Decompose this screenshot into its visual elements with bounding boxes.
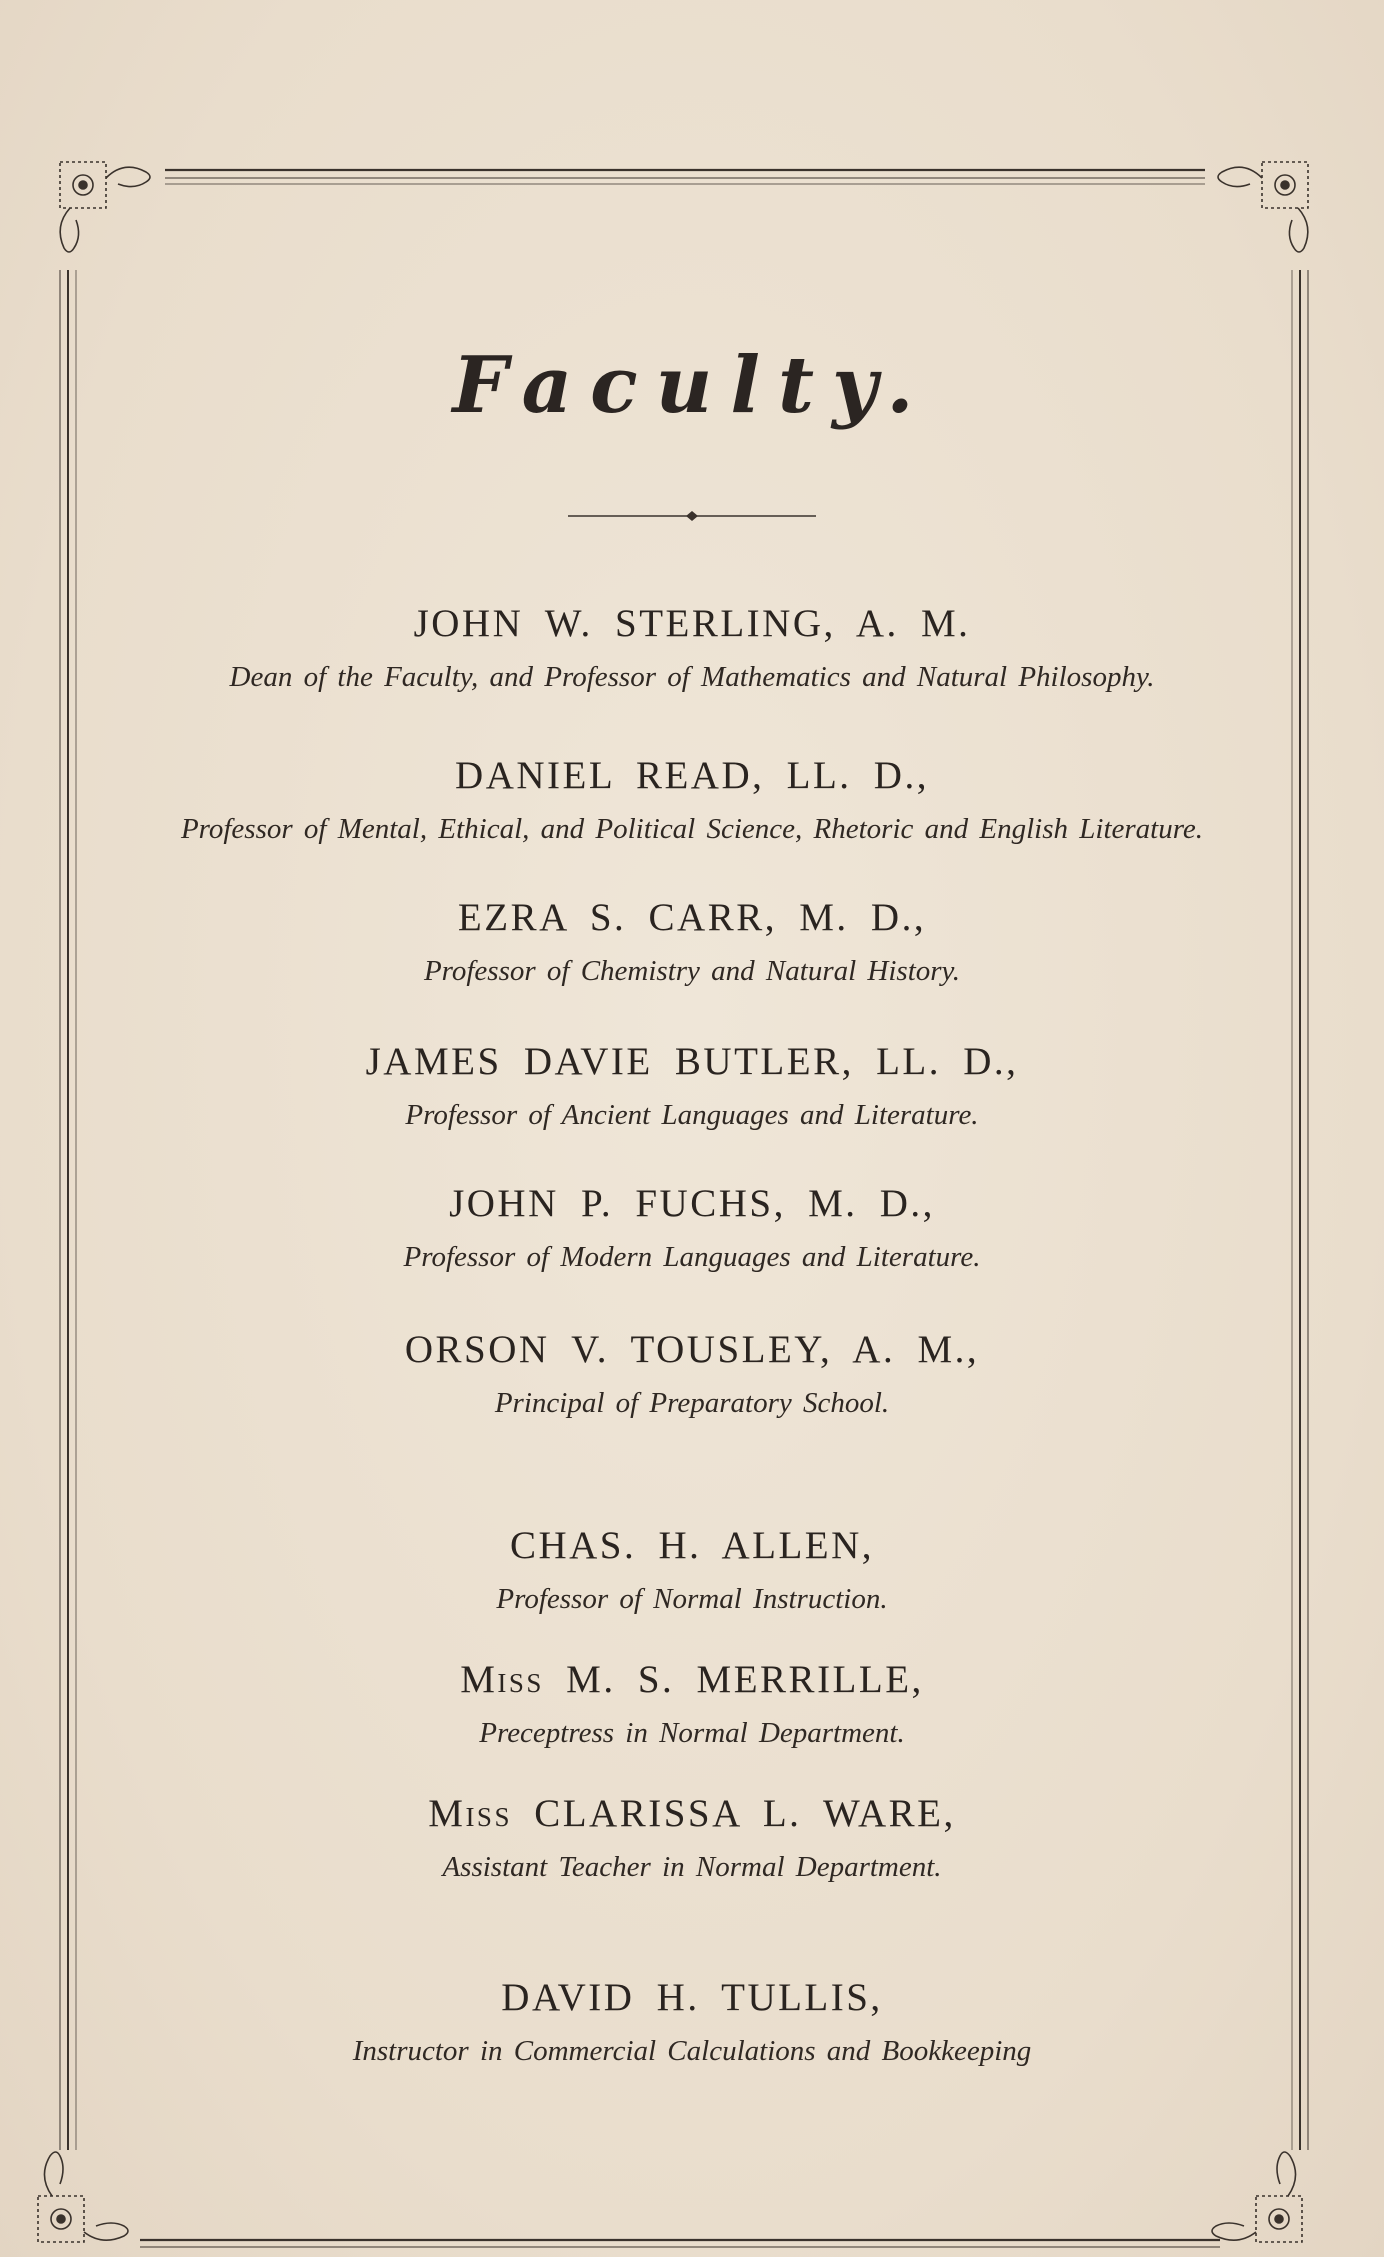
faculty-entry: [70, 752, 1314, 848]
faculty-role: Professor of Ancient Languages and Literature.: [405, 1099, 979, 1131]
faculty-entry: [70, 600, 1314, 696]
faculty-entry: [70, 1790, 1314, 1886]
title-divider: [568, 510, 816, 522]
faculty-role: Assistant Teacher in Normal Department.: [442, 1851, 942, 1883]
faculty-role: Professor of Modern Languages and Literature.: [403, 1241, 981, 1273]
corner-ornament-bottom-left: [38, 2152, 128, 2242]
faculty-role: Principal of Preparatory School.: [494, 1387, 890, 1419]
faculty-name: JAMES DAVIE BUTLER, LL. D.,: [365, 1040, 1019, 1083]
faculty-name: EZRA S. CARR, M. D.,: [457, 896, 927, 939]
faculty-role: Professor of Mental, Ethical, and Political Science, Rhetoric and English Literature.: [180, 813, 1204, 845]
faculty-entry: [70, 1038, 1314, 1134]
faculty-role: Preceptress in Normal Department.: [479, 1717, 905, 1749]
faculty-name: CHAS. H. ALLEN,: [509, 1524, 875, 1567]
corner-ornament-bottom-right: [1212, 2152, 1302, 2242]
corner-ornament-top-left: [60, 162, 150, 252]
faculty-role: Professor of Normal Instruction.: [496, 1583, 888, 1615]
faculty-entry: [70, 1656, 1314, 1752]
faculty-name: M. S. MERRILLE,: [566, 1658, 924, 1701]
faculty-name-line: [70, 1790, 1314, 1838]
faculty-entry: [70, 1326, 1314, 1422]
faculty-role: Professor of Chemistry and Natural History.: [423, 955, 961, 987]
faculty-name: DAVID H. TULLIS,: [501, 1976, 883, 2019]
faculty-name-line: [70, 1656, 1314, 1704]
faculty-role: Instructor in Commercial Calculations and Bookkeeping: [352, 2035, 1032, 2067]
honorific: Miss: [460, 1658, 544, 1701]
faculty-entry: [70, 1974, 1314, 2070]
faculty-entry: [70, 1522, 1314, 1618]
faculty-name: ORSON V. TOUSLEY, A. M.,: [404, 1328, 980, 1371]
page-title: Faculty.: [452, 340, 932, 431]
faculty-name: CLARISSA L. WARE,: [534, 1792, 956, 1835]
faculty-entry: [70, 894, 1314, 990]
faculty-name: DANIEL READ, LL. D.,: [455, 754, 929, 797]
faculty-name: JOHN P. FUCHS, M. D.,: [449, 1182, 935, 1225]
faculty-role: Dean of the Faculty, and Professor of Mathematics and Natural Philosophy.: [229, 661, 1155, 693]
corner-ornament-top-right: [1218, 162, 1308, 252]
faculty-entry: [70, 1180, 1314, 1276]
faculty-name: JOHN W. STERLING, A. M.: [413, 602, 971, 645]
honorific: Miss: [428, 1792, 512, 1835]
